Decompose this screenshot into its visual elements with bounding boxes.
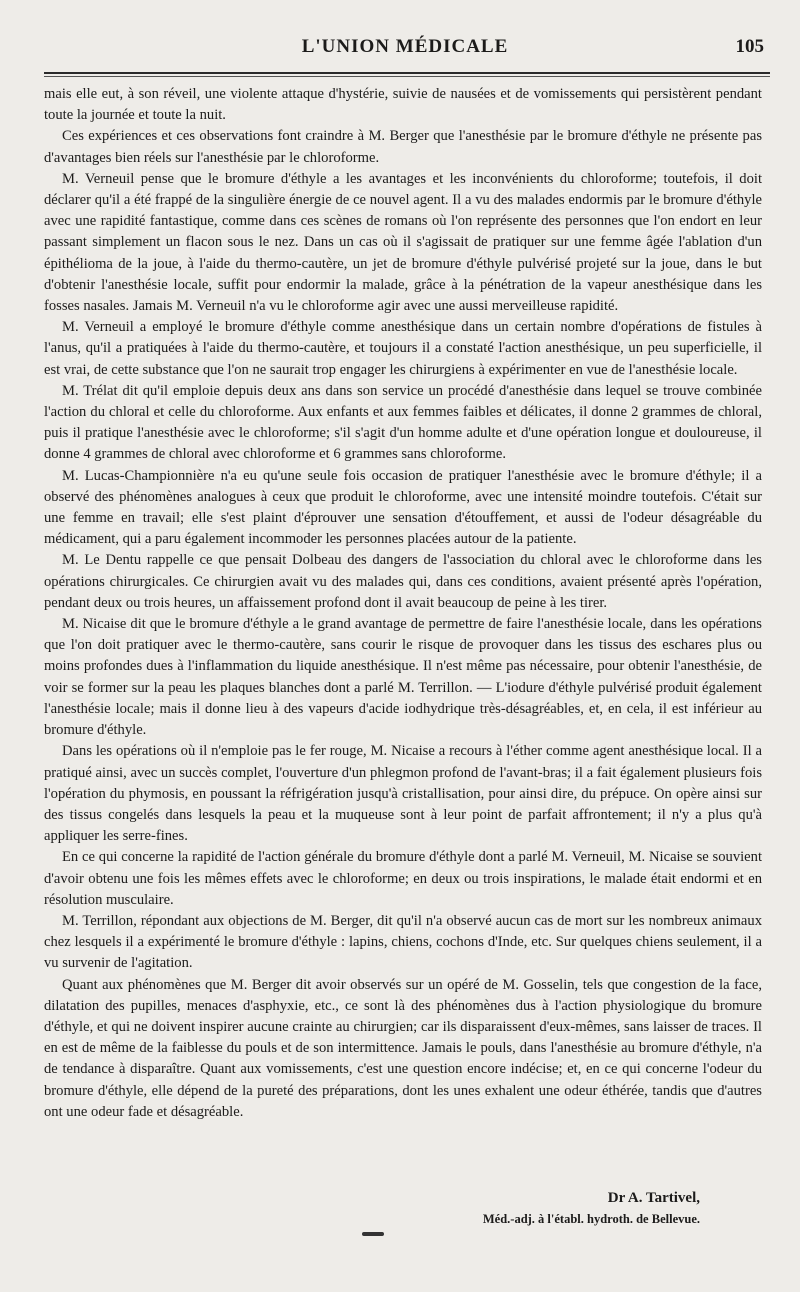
paragraph: M. Nicaise dit que le bromure d'éthyle a le grand avantage de permettre de faire l'anesthésie locale, dans les opérations que l'on doit pratiquer avec le thermo-cautère, sans courir le risque de provoquer dans les tissus des eschares plus ou moins profondes dues à l'inflammation du liquide anesthésique. Il n'est même pas nécessaire, pour obtenir l'anesthésie, de voir se former sur la peau les plaques blanches dont a parlé M. Terrillon. — L'iodure d'éthyle pulvérisé produit également l'anesthésie locale; mais il donne lieu à des vapeurs d'acide iodhydrique très-désagréables, et, en cela, il est inférieur au bromure d'éthyle. — [44, 616, 762, 739]
paragraph: M. Le Dentu rappelle ce que pensait Dolbeau des dangers de l'association du chloral avec le chloroforme dans les opérations chirurgicales. Ce chirurgien avait vu des malades qui, dans ces conditions, avaient présenté après l'opération, pendant deux ou trois heures, un affaissement profond dont il avait beaucoup de peine à les tirer. — [44, 552, 762, 611]
paragraph: M. Verneuil pense que le bromure d'éthyle a les avantages et les inconvénients du chloroforme; toutefois, il doit déclarer qu'il a été frappé de la singulière énergie de ce nouvel agent. Il a vu des malades endormis par le bromure d'éthyle avec une rapidité fantastique, comme dans ces scènes de romans où l'on représente des personnes que l'on endort en leur passant simplement un flacon sous le nez. Dans un cas où il s'agissait de pratiquer sur une femme âgée l'ablation d'un épithélioma de la joue, à l'aide du thermo-cautère, un jet de bromure d'éthyle pulvérisé projeté sur la joue, dans le but d'obtenir l'anesthésie locale, suffit pour endormir la malade, grâce à la pénétration de la vapeur anesthésique dans les fosses nasales. Jamais M. Verneuil n'a vu le chloroforme agir avec une aussi merveilleuse rapidité. — [44, 170, 762, 315]
article-body — [44, 84, 762, 1123]
paragraph: mais elle eut, à son réveil, une violente attaque d'hystérie, suivie de nausées et de vomissements qui persistèrent pendant toute la journée et toute la nuit. — [44, 86, 762, 124]
paragraph: Ces expériences et ces observations font craindre à M. Berger que l'anesthésie par le bromure d'éthyle ne présente pas d'avantages bien réels sur l'anesthésie par le chloroforme. — [44, 128, 762, 166]
running-head — [40, 36, 770, 66]
header-rule — [44, 72, 770, 77]
paragraph: Quant aux phénomènes que M. Berger dit avoir observés sur un opéré de M. Gosselin, tels que congestion de la face, dilatation des pupilles, menaces d'asphyxie, etc., ce sont là des phénomènes dus à l'action physiologique du bromure d'éthyle, et qui ne doivent inspirer aucune crainte au chirurgien; car ils disparaissent d'eux-mêmes, sans laisser de traces. Il en est de même de la faiblesse du pouls et de son intermittence. Jamais le pouls, dans l'anesthésie au bromure d'éthyle, n'a de tendance à disparaître. Quant aux vomissements, c'est une question encore indécise; et, en ce qui concerne l'odeur du bromure d'éthyle, elle dépend de la pureté des préparations, dont les unes exhalent une odeur éthérée, tandis que d'autres ont une odeur fade et désagréable. — [44, 976, 762, 1120]
paragraph: M. Verneuil a employé le bromure d'éthyle comme anesthésique dans un certain nombre d'opérations de fistules à l'anus, qu'il a pratiquées à l'aide du thermo-cautère, et toujours il a constaté l'action anesthésique, un peu superficielle, il est vrai, de cette substance que l'on ne saurait trop engager les chirurgiens à expérimenter en vue de l'anesthésie locale. — [44, 319, 762, 378]
author-signature: Dr A. Tartivel, — [607, 1190, 700, 1206]
paragraph: M. Lucas-Championnière n'a eu qu'une seule fois occasion de pratiquer l'anesthésie avec le bromure d'éthyle; il a observé des phénomènes analogues à ceux que produit le chloroforme, avec une intensité moindre toutefois. C'était sur une femme en travail; elle s'est plaint d'éprouver une sensation d'étouffement, et aussi de l'odeur désagréable du médicament, qui a paru également incommoder les personnes placées autour de la patiente. — [44, 467, 762, 548]
paragraph: M. Trélat dit qu'il emploie depuis deux ans dans son service un procédé d'anesthésie dans lequel se trouve combinée l'action du chloral et celle du chloroforme. Aux enfants et aux femmes faibles et délicates, il donne 2 grammes de chloral, puis il pratique l'anesthésie avec le chloroforme; s'il s'agit d'un homme adulte et d'une opération longue et douloureuse, il donne 4 grammes de chloral avec chloroforme et 6 grammes sans chloroforme. — [44, 382, 762, 463]
paragraph: Dans les opérations où il n'emploie pas le fer rouge, M. Nicaise a recours à l'éther comme agent anesthésique local. Il a pratiqué ainsi, avec un succès complet, l'ouverture d'un phlegmon profond de l'avant-bras; il a fait également plusieurs fois l'opération du phymosis, en poussant la réfrigération jusqu'à cristallisation, pour ainsi dire, du prépuce. On opère ainsi sur des tissus congelés dans lesquels la peau et la muqueuse sont à leur point de parfait affrontement; il n'y a plus qu'à appliquer les serre-fines. — [44, 743, 762, 845]
page-number: 105 — [735, 36, 764, 57]
end-ornament — [362, 1232, 384, 1236]
journal-title: L'UNION MÉDICALE — [301, 36, 509, 57]
paragraph: En ce qui concerne la rapidité de l'action générale du bromure d'éthyle dont a parlé M. Verneuil, M. Nicaise se souvient d'avoir obtenu une fois les mêmes effets avec le chloroforme; en deux ou trois inspirations, le malade était endormi et en résolution musculaire. — [44, 849, 762, 908]
author-affiliation: Méd.-adj. à l'établ. hydroth. de Bellevue. — [482, 1212, 700, 1226]
paragraph: M. Terrillon, répondant aux objections de M. Berger, dit qu'il n'a observé aucun cas de mort sur les nombreux animaux chez lesquels il a expérimenté le bromure d'éthyle : lapins, chiens, cochons d'Inde, etc. Sur quelques chiens seulement, il a vu survenir de l'agitation. — [44, 912, 762, 972]
